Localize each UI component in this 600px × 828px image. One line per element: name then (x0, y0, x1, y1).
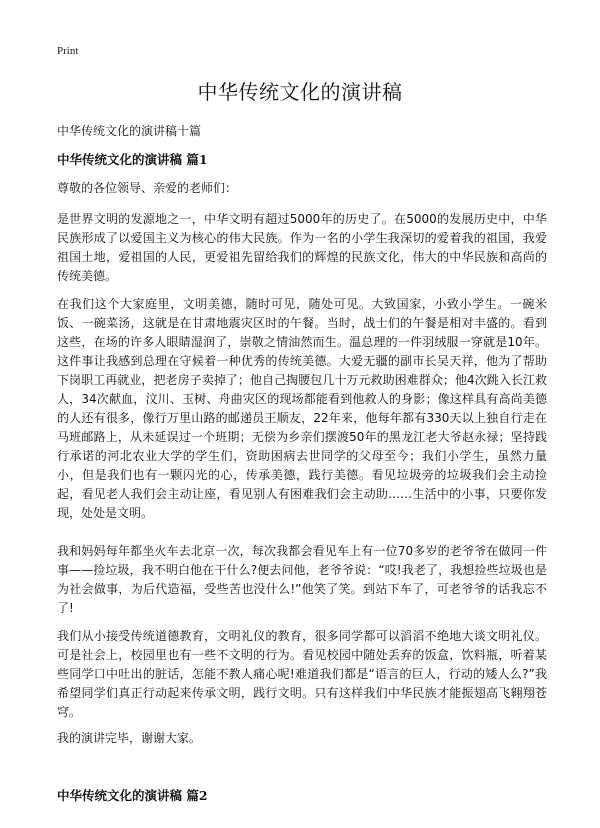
document-subtitle: 中华传统文化的演讲稿十篇 (57, 124, 202, 138)
paragraph-1: 是世界文明的发源地之一，中华文明有超过5000年的历史了。在5000的发展历史中，中华民族形成了以爱国主义为核心的伟大民族。作为一名的小学生我深切的爱着我的祖国，我爱祖国土地，爱祖国的人民，更爱祖先留给我们的辉煌的民族文化，伟大的中华民族和高尚的传统美德。 (57, 212, 547, 283)
section-heading-1: 中华传统文化的演讲稿 篇1 (57, 152, 208, 167)
greeting: 尊敬的各位领导、亲爱的老师们： (57, 181, 238, 195)
paragraph-2: 在我们这个大家庭里，文明美德，随时可见，随处可见。大致国家，小致小学生。一碗米饭、一碗菜汤，这就是在甘肃地震灾区时的午餐。当时，战士们的午餐是相对丰盛的。看到这些，在场的许多人眼睛湿润了，崇敬之情油然而生。温总理的一件羽绒服一穿就是10年。这件事让我感到总理在守候着一种优秀的传统美德。大爱无疆的副市长吴天祥，他为了帮助下岗职工再就业，把老房子卖掉了；他自己掏腰包几十万元救助困难群众；他4次跳入长江救人，34次献血，汶川、玉树、舟曲灾区的现场都能看到他救人的身影；像这样具有高尚美德的人还有很多，像行万里山路的邮递员王顺友，22年来，他每年都有330天以上独自行走在马班邮路上，从未延误过一个班期；无偿为乡亲们摆渡50年的黑龙江老大爷赵永禄；坚持践行承诺的河北农业大学的学生们，资助困病去世同学的父母至今；我们小学生，虽然力量小，但是我们也有一颗闪光的心，传承美德，践行美德。看见垃圾旁的垃圾我们会主动捡起，看见老人我们会主动让座，看见别人有困难我们会主动助……生活中的小事，只要你发现，处处是文明。 (57, 297, 547, 520)
paragraph-3: 我和妈妈每年都坐火车去北京一次，每次我都会看见车上有一位70多岁的老爷爷在做同一件事——捡垃圾，我不明白他在干什么?便去问他，老爷爷说：“哎!我老了，我想捡些垃圾也是为社会做事，为后代造福，受些苦也没什么!”他笑了笑。到站下车了，可老爷爷的话我忘不了! (57, 544, 547, 615)
print-link[interactable]: Print (57, 45, 79, 57)
page-title: 中华传统文化的演讲稿 (197, 80, 403, 104)
section-heading-2: 中华传统文化的演讲稿 篇2 (57, 788, 208, 803)
closing-line: 我的演讲完毕，谢谢大家。 (57, 731, 202, 745)
paragraph-4: 我们从小接受传统道德教育，文明礼仪的教育，很多同学都可以滔滔不绝地大谈文明礼仪。可是社会上，校园里也有一些不文明的行为。看见校园中随处丢弃的饭盒，饮料瓶，听着某些同学口中吐出的脏话，怎能不教人痛心呢!难道我们都是“语言的巨人，行动的矮人么?”我希望同学们真正行动起来传承文明，践行文明。只有这样我们中华民族才能振翅高飞翱翔苍穹。 (57, 629, 547, 719)
